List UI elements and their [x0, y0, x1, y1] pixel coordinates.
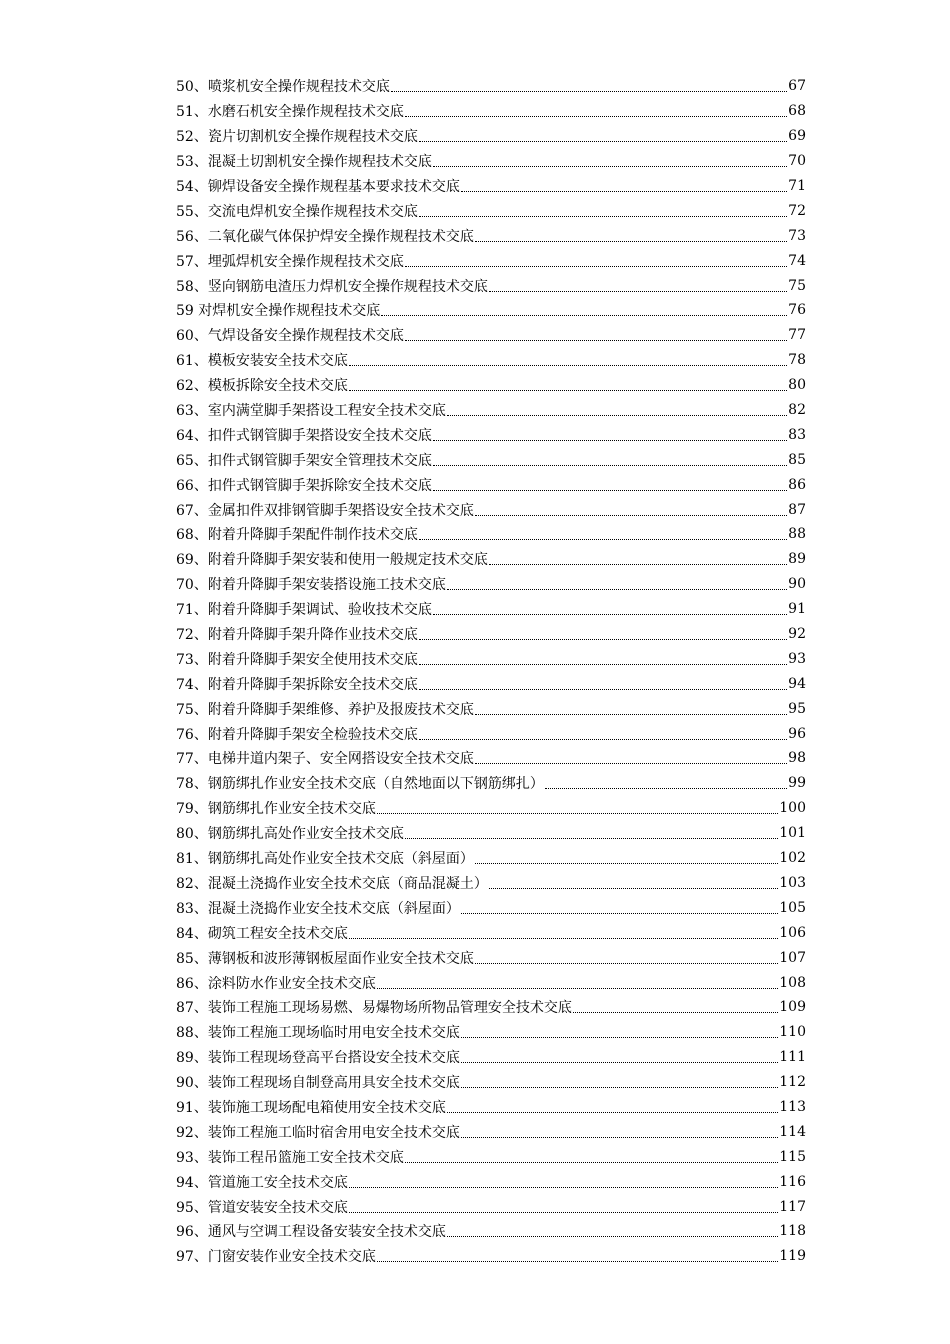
toc-entry-title: 65、扣件式钢管脚手架安全管理技术交底 — [176, 452, 432, 469]
toc-entry[interactable] — [176, 572, 806, 597]
toc-entry[interactable] — [176, 149, 806, 174]
toc-entry-title: 62、模板拆除安全技术交底 — [176, 378, 348, 395]
toc-entry[interactable] — [176, 298, 806, 323]
toc-entry-page-number: 108 — [779, 974, 806, 991]
toc-entry-title: 81、钢筋绑扎高处作业安全技术交底（斜屋面） — [176, 851, 474, 868]
toc-entry-page-number: 111 — [779, 1049, 806, 1066]
toc-dot-leader — [349, 937, 778, 939]
toc-dot-leader — [461, 190, 787, 192]
toc-entry-page-number: 103 — [779, 874, 806, 891]
toc-entry-title: 83、混凝土浇捣作业安全技术交底（斜屋面） — [176, 900, 460, 917]
toc-entry-page-number: 101 — [779, 825, 806, 842]
toc-entry-title: 68、附着升降脚手架配件制作技术交底 — [176, 527, 418, 544]
toc-entry-page-number: 70 — [788, 153, 806, 170]
toc-dot-leader — [447, 588, 787, 590]
toc-entry[interactable] — [176, 1095, 806, 1120]
toc-dot-leader — [405, 115, 787, 117]
toc-entry-page-number: 67 — [788, 78, 806, 95]
toc-entry[interactable] — [176, 124, 806, 149]
toc-entry-title: 61、模板安装安全技术交底 — [176, 353, 348, 370]
toc-dot-leader — [461, 1086, 778, 1088]
toc-entry-title: 76、附着升降脚手架安全检验技术交底 — [176, 726, 418, 743]
toc-dot-leader — [377, 812, 778, 814]
toc-entry-page-number: 88 — [788, 526, 806, 543]
toc-dot-leader — [405, 339, 787, 341]
toc-dot-leader — [461, 1036, 778, 1038]
toc-dot-leader — [419, 638, 787, 640]
toc-entry[interactable] — [176, 746, 806, 771]
toc-entry[interactable] — [176, 1070, 806, 1095]
toc-entry-page-number: 116 — [779, 1173, 806, 1190]
toc-entry-title: 75、附着升降脚手架维修、养护及报废技术交底 — [176, 701, 474, 718]
toc-entry-page-number: 77 — [788, 327, 806, 344]
toc-dot-leader — [377, 987, 778, 989]
toc-entry-title: 63、室内满堂脚手架搭设工程安全技术交底 — [176, 403, 446, 420]
toc-dot-leader — [349, 389, 787, 391]
toc-entry[interactable] — [176, 273, 806, 298]
toc-entry-page-number: 102 — [779, 850, 806, 867]
toc-entry[interactable] — [176, 771, 806, 796]
toc-entry[interactable] — [176, 1219, 806, 1244]
toc-dot-leader — [405, 837, 778, 839]
toc-dot-leader — [391, 90, 787, 92]
toc-entry-page-number: 68 — [788, 103, 806, 120]
toc-dot-leader — [405, 265, 787, 267]
toc-dot-leader — [433, 613, 787, 615]
toc-entry[interactable] — [176, 447, 806, 472]
toc-entry-title: 86、涂料防水作业安全技术交底 — [176, 975, 376, 992]
toc-entry-title: 53、混凝土切割机安全操作规程技术交底 — [176, 154, 432, 171]
toc-entry[interactable] — [176, 721, 806, 746]
toc-entry-title: 92、装饰工程施工临时宿舍用电安全技术交底 — [176, 1124, 460, 1141]
toc-entry-title: 85、薄钢板和波形薄钢板屋面作业安全技术交底 — [176, 950, 474, 967]
toc-entry-title: 70、附着升降脚手架安装搭设施工技术交底 — [176, 577, 446, 594]
toc-entry[interactable] — [176, 1119, 806, 1144]
toc-dot-leader — [419, 140, 787, 142]
toc-entry-title: 94、管道施工安全技术交底 — [176, 1174, 348, 1191]
toc-dot-leader — [475, 713, 787, 715]
toc-entry-page-number: 91 — [788, 601, 806, 618]
toc-entry-page-number: 93 — [788, 650, 806, 667]
toc-entry-page-number: 118 — [779, 1223, 806, 1240]
toc-dot-leader — [461, 1061, 778, 1063]
toc-entry-page-number: 89 — [788, 551, 806, 568]
toc-entry[interactable] — [176, 646, 806, 671]
toc-entry[interactable] — [176, 1244, 806, 1269]
toc-entry-title: 66、扣件式钢管脚手架拆除安全技术交底 — [176, 477, 432, 494]
toc-entry[interactable] — [176, 796, 806, 821]
toc-entry-page-number: 99 — [788, 775, 806, 792]
toc-entry-title: 93、装饰工程吊篮施工安全技术交底 — [176, 1149, 404, 1166]
toc-dot-leader — [489, 563, 787, 565]
toc-entry-page-number: 71 — [788, 178, 806, 194]
toc-entry[interactable] — [176, 920, 806, 945]
toc-entry-title: 97、门窗安装作业安全技术交底 — [176, 1249, 376, 1266]
toc-entry-page-number: 114 — [779, 1123, 806, 1140]
toc-entry-page-number: 75 — [788, 277, 806, 294]
toc-entry[interactable] — [176, 198, 806, 223]
toc-entry-page-number: 85 — [788, 451, 806, 468]
toc-dot-leader — [475, 762, 787, 764]
toc-entry[interactable] — [176, 223, 806, 248]
toc-dot-leader — [461, 1136, 778, 1138]
toc-entry-title: 78、钢筋绑扎作业安全技术交底（自然地面以下钢筋绑扎） — [176, 776, 544, 793]
toc-entry-page-number: 78 — [788, 352, 806, 369]
toc-entry[interactable] — [176, 846, 806, 871]
toc-entry-page-number: 112 — [779, 1074, 806, 1091]
toc-dot-leader — [349, 1186, 778, 1188]
toc-entry-page-number: 113 — [779, 1098, 806, 1115]
toc-dot-leader — [349, 1211, 778, 1213]
toc-entry-title: 69、附着升降脚手架安装和使用一般规定技术交底 — [176, 552, 488, 569]
toc-dot-leader — [447, 1235, 778, 1237]
toc-entry[interactable] — [176, 373, 806, 398]
toc-entry-page-number: 86 — [788, 476, 806, 493]
toc-entry-page-number: 73 — [788, 227, 806, 244]
toc-entry[interactable] — [176, 522, 806, 547]
toc-dot-leader — [433, 165, 787, 167]
toc-entry-title: 55、交流电焊机安全操作规程技术交底 — [176, 203, 418, 220]
toc-entry[interactable] — [176, 497, 806, 522]
toc-entry-title: 88、装饰工程施工现场临时用电安全技术交底 — [176, 1025, 460, 1042]
toc-entry-page-number: 74 — [788, 252, 806, 269]
toc-entry[interactable] — [176, 472, 806, 497]
toc-entry-title: 96、通风与空调工程设备安装安全技术交底 — [176, 1224, 446, 1241]
toc-entry[interactable] — [176, 696, 806, 721]
toc-entry-page-number: 107 — [779, 949, 806, 966]
toc-entry-title: 84、砌筑工程安全技术交底 — [176, 925, 348, 942]
toc-dot-leader — [433, 464, 787, 466]
toc-entry-title: 71、附着升降脚手架调试、验收技术交底 — [176, 602, 432, 619]
toc-dot-leader — [433, 439, 787, 441]
toc-entry-title: 72、附着升降脚手架升降作业技术交底 — [176, 627, 418, 644]
toc-entry-page-number: 87 — [788, 501, 806, 518]
toc-entry-title: 57、埋弧焊机安全操作规程技术交底 — [176, 253, 404, 270]
toc-entry-page-number: 90 — [788, 576, 806, 593]
toc-entry-page-number: 69 — [788, 128, 806, 145]
toc-entry[interactable] — [176, 547, 806, 572]
toc-dot-leader — [475, 240, 787, 242]
toc-dot-leader — [545, 787, 787, 789]
toc-entry-title: 95、管道安装安全技术交底 — [176, 1199, 348, 1216]
toc-entry-title: 50、喷浆机安全操作规程技术交底 — [176, 79, 390, 96]
toc-dot-leader — [349, 364, 787, 366]
toc-entry-page-number: 100 — [779, 800, 806, 817]
toc-entry-title: 56、二氧化碳气体保护焊安全操作规程技术交底 — [176, 228, 474, 245]
toc-entry[interactable] — [176, 945, 806, 970]
toc-entry-page-number: 115 — [779, 1148, 806, 1165]
toc-entry-title: 52、瓷片切割机安全操作规程技术交底 — [176, 129, 418, 146]
toc-entry[interactable] — [176, 821, 806, 846]
toc-entry-page-number: 110 — [779, 1024, 806, 1041]
toc-page — [176, 74, 806, 1269]
toc-entry-page-number: 106 — [779, 924, 806, 941]
toc-entry-page-number: 92 — [788, 626, 806, 643]
toc-entry-title: 90、装饰工程现场自制登高用具安全技术交底 — [176, 1075, 460, 1092]
toc-entry[interactable] — [176, 248, 806, 273]
toc-entry-page-number: 109 — [779, 999, 806, 1016]
toc-entry-page-number: 83 — [788, 426, 806, 443]
toc-entry[interactable] — [176, 1169, 806, 1194]
toc-entry-title: 60、气焊设备安全操作规程技术交底 — [176, 328, 404, 345]
toc-entry-page-number: 76 — [788, 302, 806, 319]
toc-entry[interactable] — [176, 871, 806, 896]
toc-dot-leader — [419, 738, 787, 740]
toc-entry[interactable] — [176, 74, 806, 99]
toc-dot-leader — [433, 489, 787, 491]
toc-entry-page-number: 94 — [788, 675, 806, 692]
toc-entry[interactable] — [176, 671, 806, 696]
toc-entry-title: 59 对焊机安全操作规程技术交底 — [176, 303, 381, 320]
toc-entry-page-number: 98 — [788, 750, 806, 767]
toc-dot-leader — [419, 538, 787, 540]
toc-entry[interactable] — [176, 1045, 806, 1070]
toc-entry[interactable] — [176, 970, 806, 995]
toc-entry-title: 82、混凝土浇捣作业安全技术交底（商品混凝土） — [176, 875, 488, 892]
toc-dot-leader — [419, 688, 787, 690]
toc-entry-title: 87、装饰工程施工现场易燃、易爆物场所物品管理安全技术交底 — [176, 1000, 572, 1017]
toc-dot-leader — [405, 1161, 778, 1163]
toc-entry-title: 77、电梯井道内架子、安全网搭设安全技术交底 — [176, 751, 474, 768]
toc-entry-title: 51、水磨石机安全操作规程技术交底 — [176, 104, 404, 121]
toc-dot-leader — [489, 290, 787, 292]
toc-dot-leader — [475, 862, 778, 864]
toc-entry-page-number: 95 — [788, 700, 806, 717]
toc-entry-title: 64、扣件式钢管脚手架搭设安全技术交底 — [176, 427, 432, 444]
toc-entry-title: 54、铆焊设备安全操作规程基本要求技术交底 — [176, 179, 460, 195]
toc-dot-leader — [419, 215, 787, 217]
toc-entry-page-number: 105 — [779, 899, 806, 916]
toc-entry-title: 74、附着升降脚手架拆除安全技术交底 — [176, 676, 418, 693]
toc-entry[interactable] — [176, 622, 806, 647]
toc-entry[interactable] — [176, 1020, 806, 1045]
toc-entry-page-number: 96 — [788, 725, 806, 742]
toc-entry[interactable] — [176, 895, 806, 920]
toc-entry-title: 58、竖向钢筋电渣压力焊机安全操作规程技术交底 — [176, 278, 488, 295]
toc-entry-page-number: 119 — [779, 1248, 806, 1265]
toc-dot-leader — [447, 414, 787, 416]
toc-entry[interactable] — [176, 995, 806, 1020]
toc-entry-title: 67、金属扣件双排钢管脚手架搭设安全技术交底 — [176, 502, 474, 519]
toc-entry[interactable] — [176, 597, 806, 622]
toc-dot-leader — [475, 962, 778, 964]
toc-dot-leader — [381, 314, 787, 316]
toc-entry-page-number: 80 — [788, 377, 806, 394]
toc-entry[interactable] — [176, 1144, 806, 1169]
toc-entry-page-number: 72 — [788, 202, 806, 219]
toc-entry-title: 89、装饰工程现场登高平台搭设安全技术交底 — [176, 1050, 460, 1067]
toc-entry[interactable] — [176, 422, 806, 447]
toc-entry[interactable] — [176, 398, 806, 423]
toc-dot-leader — [573, 1011, 778, 1013]
toc-entry-title: 79、钢筋绑扎作业安全技术交底 — [176, 801, 376, 818]
toc-entry-title: 73、附着升降脚手架安全使用技术交底 — [176, 651, 418, 668]
toc-entry[interactable] — [176, 323, 806, 348]
toc-dot-leader — [419, 663, 787, 665]
toc-entry[interactable] — [176, 174, 806, 199]
toc-dot-leader — [475, 514, 787, 516]
toc-entry-title: 91、装饰施工现场配电箱使用安全技术交底 — [176, 1099, 446, 1116]
toc-dot-leader — [447, 1111, 778, 1113]
toc-entry-page-number: 117 — [779, 1198, 806, 1215]
toc-dot-leader — [461, 912, 778, 914]
toc-entry[interactable] — [176, 348, 806, 373]
toc-entry[interactable] — [176, 1194, 806, 1219]
toc-dot-leader — [377, 1260, 778, 1262]
toc-dot-leader — [489, 887, 778, 889]
toc-entry-page-number: 82 — [788, 402, 806, 419]
toc-list — [176, 74, 806, 1269]
toc-entry-title: 80、钢筋绑扎高处作业安全技术交底 — [176, 826, 404, 843]
toc-entry[interactable] — [176, 99, 806, 124]
